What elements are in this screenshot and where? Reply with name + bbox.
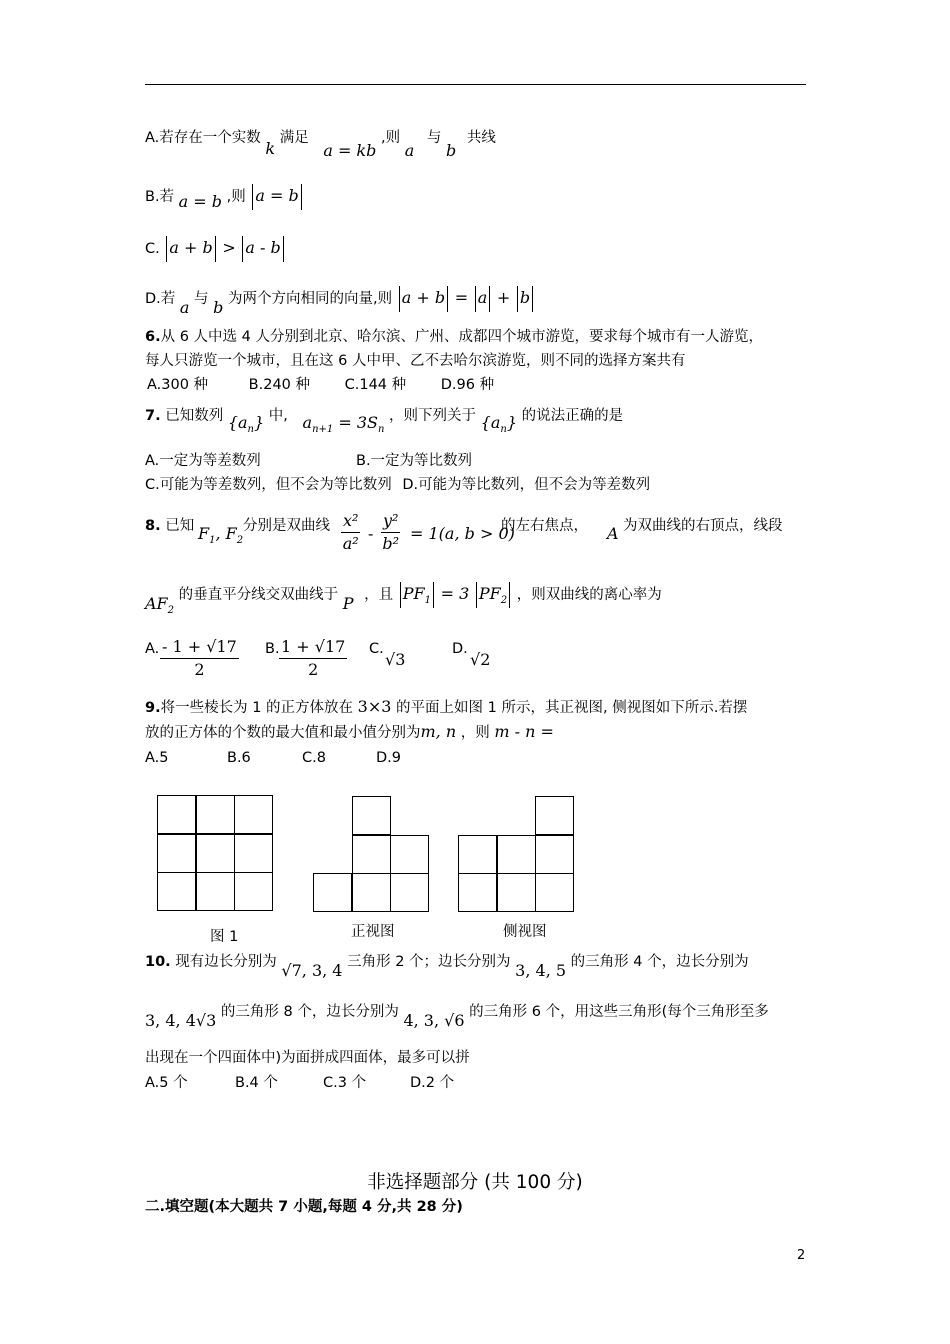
q10-sides-1: √7, 3, 4	[281, 961, 343, 980]
q8-line2-end: ，则双曲线的离心率为	[516, 587, 662, 603]
q9-line1-post: 的平面上如图 1 所示，其正视图, 侧视图如下所示.若摆	[396, 700, 748, 716]
q7-rel-rest: = 3S	[338, 413, 378, 432]
q10-line1-mid: 三角形 2 个；边长分别为	[347, 954, 511, 970]
fig1-cell	[157, 834, 196, 873]
q5-d-res-l: a + b	[401, 288, 446, 307]
q7-mid: 中,	[268, 408, 288, 424]
q10-sides-2: 3, 4, 5	[515, 961, 567, 980]
q8-option-d-label: D.	[452, 641, 468, 657]
q5-b-pre: B.若	[145, 189, 175, 205]
q8-frac1-num: x²	[341, 510, 360, 533]
page-number: 2	[797, 1248, 806, 1263]
q8-after: 的左右焦点，	[501, 518, 588, 534]
q7-options-row1	[145, 450, 473, 472]
q8-option-b-num: 1 + √17	[279, 636, 347, 659]
q8-foci	[198, 524, 243, 546]
q6-option-c: C.144 种	[344, 377, 407, 393]
q5-a-expr: a = kb	[323, 141, 377, 160]
front-view-cell	[352, 835, 391, 874]
q5-c-right: a - b	[245, 238, 281, 257]
q8-option-a-frac	[160, 636, 239, 681]
q5-d-and: 与	[194, 291, 209, 307]
q5-d-res-plus: +	[496, 288, 511, 307]
q8-after2: 为双曲线的右顶点，线段	[623, 518, 783, 534]
side-view-cell	[535, 873, 574, 912]
q7-option-d: D.可能为等比数列，但不会为等差数列	[402, 477, 651, 493]
q5-a-and: 与	[426, 130, 442, 146]
q8-option-b-den: 2	[308, 660, 319, 679]
q8-frac1	[341, 510, 360, 555]
q7-stem	[145, 404, 624, 436]
q9-line2-mn: m, n	[420, 722, 457, 741]
q5-a-a: a	[404, 141, 415, 160]
q7-seq-2: {a	[480, 413, 501, 432]
q8-line2-and: ，且	[364, 587, 394, 603]
front-view-caption: 正视图	[351, 924, 395, 940]
fig1-cell	[196, 834, 235, 873]
q5-a-end: 共线	[466, 130, 496, 146]
header-rule	[145, 84, 806, 85]
q8-option-a-num: - 1 + √17	[160, 636, 239, 659]
front-view-cell	[352, 873, 391, 912]
q9-number: 9.	[145, 700, 161, 716]
q8-foci-f1: F	[198, 524, 210, 543]
q9-line2-mid: ，则	[460, 725, 490, 741]
q8-line2	[145, 582, 662, 617]
q7-rel-sub: n+1	[312, 424, 334, 436]
figure-1-caption: 图 1	[210, 929, 239, 945]
q5-a-mid: 满足	[279, 130, 309, 146]
side-view-cell	[458, 835, 497, 874]
q9-options	[145, 747, 401, 769]
q7-seq-sub-2: n	[500, 424, 507, 436]
q8-cond-sub2: 2	[500, 595, 508, 607]
q5-a-b: b	[445, 141, 457, 160]
q9-line1	[145, 696, 747, 719]
q5-d-res-eq: =	[454, 288, 469, 307]
q8-pre: 已知	[165, 518, 195, 534]
q8-foci-sub1: 1	[209, 535, 216, 547]
q8-cond-sub1: 1	[424, 595, 431, 607]
q7-rel-a: a	[302, 413, 313, 432]
q8-option-b-label: B.	[265, 641, 280, 657]
q8-line2-mid: 的垂直平分线交双曲线于	[178, 587, 339, 603]
front-view-cell	[352, 796, 391, 835]
q8-foci-mid: , F	[215, 524, 237, 543]
fig1-cell	[196, 795, 235, 834]
q7-option-a: A.一定为等差数列	[145, 453, 261, 469]
q9-line2	[145, 721, 554, 744]
q5-c-left: a + b	[169, 238, 213, 257]
q7-seq-end: }	[254, 413, 265, 432]
q9-line2-pre: 放的正方体的个数的最大值和最小值分别为	[145, 725, 421, 741]
q5-option-b	[145, 184, 304, 210]
q7-post: ，则下列关于	[389, 408, 477, 424]
q8-vertex-a: A	[607, 524, 619, 543]
q8-seg-sub: 2	[167, 605, 175, 617]
q5-c-pre: C.	[145, 241, 160, 257]
q5-d-mid: 为两个方向相同的向量,则	[228, 291, 393, 307]
q9-option-c: C.8	[302, 750, 326, 766]
q7-number: 7.	[145, 408, 161, 424]
q7-rel-sub2: n	[377, 424, 385, 436]
q10-sides-4: 4, 3, √6	[403, 1011, 465, 1030]
q6-option-b: B.240 种	[248, 377, 311, 393]
q10-option-a: A.5 个	[145, 1075, 188, 1091]
q9-option-b: B.6	[227, 750, 251, 766]
q5-option-a	[145, 126, 496, 160]
q8-mid: 分别是双曲线	[243, 518, 330, 534]
q6-text-2: 每人只游览一个城市，且在这 6 人中甲、乙不去哈尔滨游览，则不同的选择方案共有	[145, 353, 686, 369]
fig1-cell	[157, 795, 196, 834]
q5-d-a: a	[179, 298, 190, 317]
q5-a-k: k	[265, 139, 276, 158]
q6-options	[147, 374, 494, 396]
q10-sides-3: 3, 4, 4√3	[145, 1011, 217, 1030]
fig1-cell	[196, 872, 235, 911]
fig1-cell	[234, 872, 273, 911]
q10-line1	[145, 950, 749, 980]
q6-option-a: A.300 种	[147, 377, 209, 393]
q8-minus: -	[368, 524, 374, 543]
side-view-cell	[497, 835, 536, 874]
q5-c-gt: >	[222, 238, 236, 257]
q10-line2	[145, 1000, 769, 1030]
side-view-cell	[535, 796, 574, 835]
q8-option-c-val: √3	[385, 650, 406, 669]
q5-b-expr: a = b	[178, 192, 223, 211]
fig1-cell	[234, 834, 273, 873]
q9-option-d: D.9	[376, 750, 401, 766]
q8-frac2-den: b²	[382, 534, 400, 553]
q8-option-d-val: √2	[470, 650, 491, 669]
q10-line1-pre: 现有边长分别为	[175, 954, 277, 970]
q9-option-a: A.5	[145, 750, 169, 766]
fig1-cell	[234, 795, 273, 834]
q8-point-p: P	[342, 594, 354, 613]
q8-eq-rest: = 1(a, b > 0)	[410, 524, 515, 543]
q10-line3: 出现在一个四面体中)为面拼成四面体，最多可以拼	[145, 1050, 470, 1066]
q7-pre: 已知数列	[165, 408, 224, 424]
q7-seq-sub: n	[247, 424, 254, 436]
q6-line1	[145, 326, 763, 348]
q7-option-b: B.一定为等比数列	[356, 453, 473, 469]
q8-frac2-num: y²	[381, 510, 400, 533]
q6-text-1: 从 6 人中选 4 人分别到北京、哈尔滨、广州、成都四个城市游览，要求每个城市有一人游览，	[160, 329, 763, 345]
q10-option-d: D.2 个	[410, 1075, 455, 1091]
q9-line1-expr: 3×3	[357, 697, 392, 716]
q7-end: 的说法正确的是	[521, 408, 624, 424]
section-2-heading: 二.填空题(本大题共 7 小题,每题 4 分,共 28 分)	[145, 1199, 463, 1215]
q5-option-c	[145, 236, 286, 262]
q8-frac2	[381, 510, 400, 555]
fig1-cell	[157, 872, 196, 911]
q6-option-d: D.96 种	[440, 377, 495, 393]
side-view-cell	[458, 873, 497, 912]
q8-option-c-label: C.	[369, 641, 384, 657]
q5-b-res: a = b	[255, 186, 299, 205]
q8-cond-mid: = 3	[440, 584, 470, 603]
q10-line1-post: 的三角形 4 个，边长分别为	[570, 954, 749, 970]
q8-foci-sub2: 2	[236, 535, 244, 547]
q5-d-res-b: b	[519, 288, 531, 307]
q10-line2-post: 的三角形 6 个，用这些三角形(每个三角形至多	[469, 1004, 769, 1020]
q9-line2-expr: m - n =	[494, 722, 554, 741]
side-view-caption: 侧视图	[503, 924, 547, 940]
side-view-cell	[535, 835, 574, 874]
q10-number: 10.	[145, 954, 171, 970]
q8-number-pre	[145, 514, 194, 535]
q5-a-text: A.若存在一个实数	[145, 130, 261, 146]
q5-a-then: ,则	[380, 130, 401, 146]
q9-line1-pre: 将一些棱长为 1 的正方体放在	[160, 700, 354, 716]
q5-d-pre: D.若	[145, 291, 176, 307]
q10-options	[145, 1072, 455, 1094]
q5-d-res-a: a	[477, 288, 488, 307]
q8-option-b-frac	[279, 636, 347, 681]
q6-number: 6.	[145, 329, 161, 345]
q10-line2-mid: 的三角形 8 个，边长分别为	[220, 1004, 399, 1020]
q8-frac1-den: a²	[342, 534, 359, 553]
q8-number: 8.	[145, 518, 161, 534]
q8-cond-l: PF	[402, 584, 425, 603]
q5-d-b: b	[213, 298, 224, 317]
q8-option-a-label: A.	[145, 641, 160, 657]
q8-cond-r: PF	[478, 584, 501, 603]
front-view-cell	[390, 873, 429, 912]
q7-options-row2	[145, 474, 650, 496]
q8-option-a-den: 2	[194, 660, 205, 679]
q10-option-c: C.3 个	[323, 1075, 367, 1091]
section-title: 非选择题部分 (共 100 分)	[367, 1172, 583, 1193]
q5-option-d	[145, 286, 535, 317]
side-view-cell	[497, 873, 536, 912]
q7-option-c: C.可能为等差数列，但不会为等比数列	[145, 477, 392, 493]
front-view-cell	[390, 835, 429, 874]
q7-seq-end-2: }	[506, 413, 518, 432]
front-view-cell	[313, 873, 352, 912]
q6-line2	[145, 350, 685, 372]
q5-b-then: ,则	[226, 189, 246, 205]
q10-option-b: B.4 个	[235, 1075, 278, 1091]
q7-seq: {a	[227, 413, 248, 432]
q8-seg: AF	[145, 594, 168, 613]
